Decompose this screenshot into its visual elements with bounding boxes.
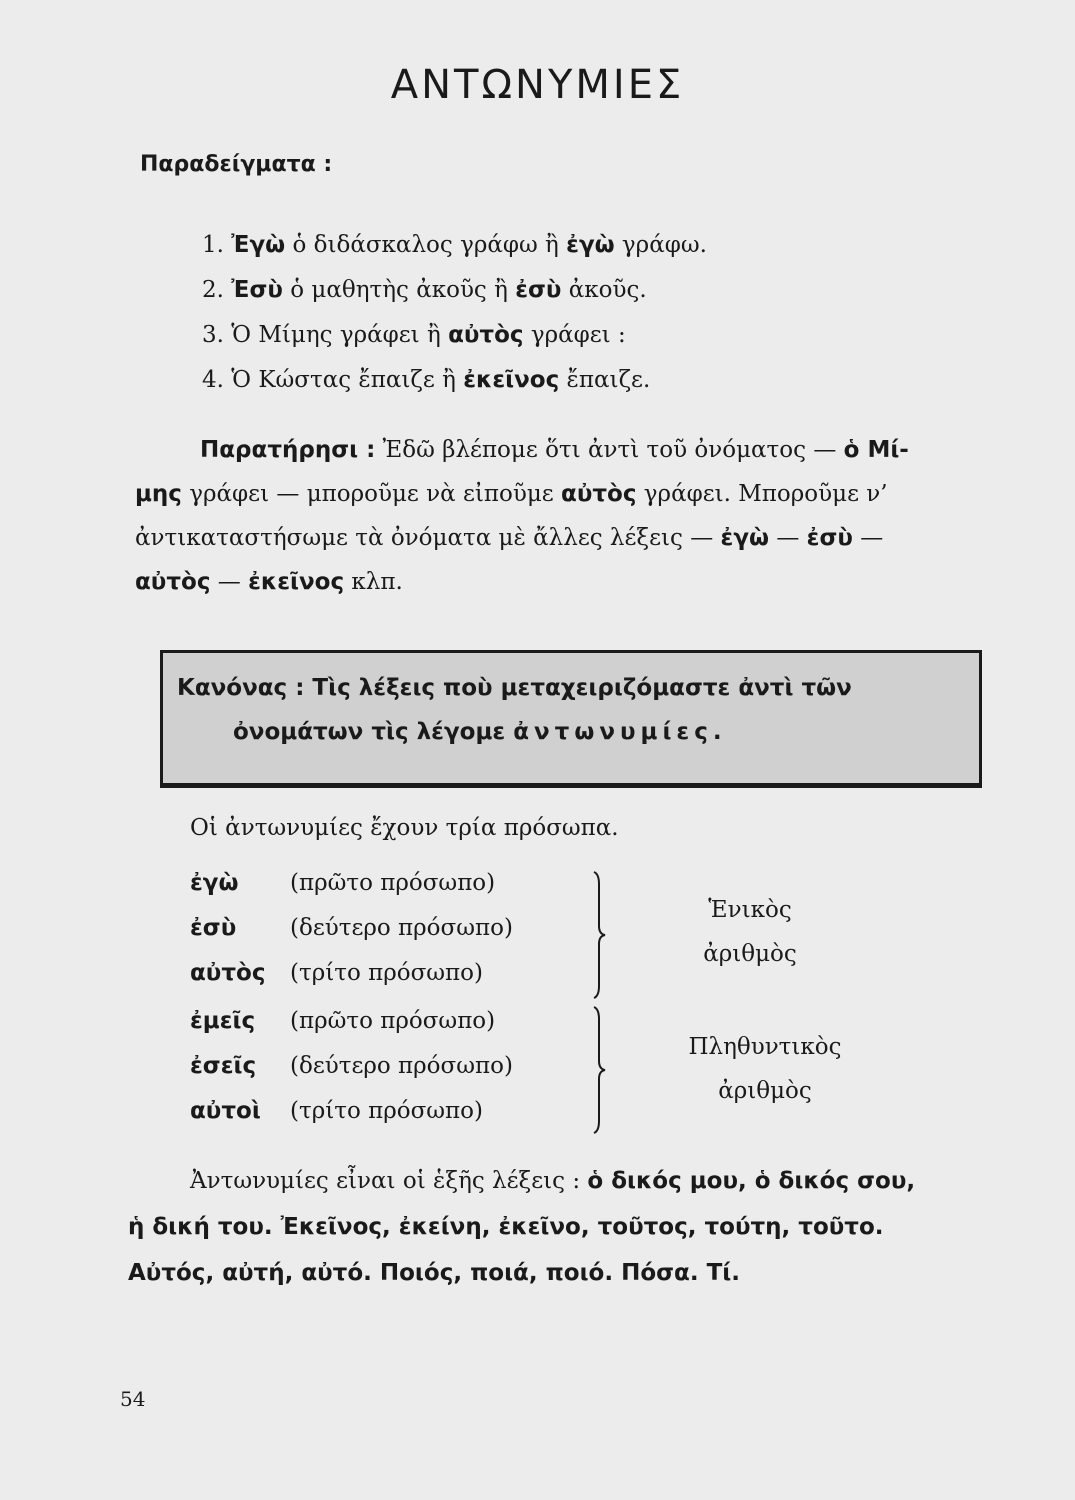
rule-label: Κανόνας : [177, 675, 305, 701]
pronoun-row: ἐγὼ (πρῶτο πρόσωπο) [190, 870, 496, 896]
singular-brace [590, 870, 610, 1000]
plural-brace [590, 1005, 610, 1135]
rule-box: Κανόνας : Τὶς λέξεις ποὺ μεταχειριζόμαστε ἀντὶ τῶν ὀνομάτων τὶς λέγομε ἀντωνυμίες. [160, 650, 982, 788]
plural-label: Πληθυντικὸς ἀριθμὸς [688, 1034, 842, 1104]
singular-label: Ἑνικὸς ἀριθμὸς [703, 897, 797, 967]
pronoun-row: ἐσὺ (δεύτερο πρόσωπο) [190, 915, 513, 941]
persons-intro: Οἱ ἀντωνυμίες ἔχουν τρία πρόσωπα. [190, 815, 619, 841]
examples-heading: Παραδείγματα : [140, 152, 333, 177]
page-number: 54 [120, 1387, 146, 1411]
example-1: 1. Ἐγὼ ὁ διδάσκαλος γράφω ἢ ἐγὼ γράφω. [202, 232, 707, 258]
observation-paragraph: Παρατήρησι : Ἐδῶ βλέπομε ὅτι ἀντὶ τοῦ ὀνόματος — ὁ Μί- μης γράφει — μποροῦμε νὰ εἰποῦμε αὐτὸς γράφει. Μποροῦμε ν’ ἀντικαταστήσωμε τὰ ὀνόματα μὲ ἄλλες λέξεις — ἐγὼ — ἐσὺ — αὐτὸς — ἐκεῖνος κλπ. [135, 437, 909, 595]
example-4: 4. Ὁ Κώστας ἔπαιζε ἢ ἐκεῖνος ἔπαιζε. [202, 367, 651, 393]
page-title: ΑΝΤΩΝΥΜΙΕΣ [390, 62, 685, 108]
pronoun-row: αὐτὸς (τρίτο πρόσωπο) [190, 960, 483, 986]
example-3: 3. Ὁ Μίμης γράφει ἢ αὐτὸς γράφει : [202, 322, 626, 348]
rule-term: ἀντωνυμίες [513, 719, 713, 745]
example-2: 2. Ἐσὺ ὁ μαθητὴς ἀκοῦς ἢ ἐσὺ ἀκοῦς. [202, 277, 647, 303]
pronoun-row: ἐσεῖς (δεύτερο πρόσωπο) [190, 1053, 513, 1079]
closing-paragraph: Ἀντωνυμίες εἶναι οἱ ἑξῆς λέξεις : ὁ δικός μου, ὁ δικός σου, ἡ δική του. Ἐκεῖνος, ἐκείνη, ἐκεῖνο, τοῦτος, τούτη, τοῦτο. Αὐτός, αὐτή, αὐτό. Ποιός, ποιά, ποιό. Πόσα. Τί. [128, 1168, 916, 1286]
pronoun-row: ἐμεῖς (πρῶτο πρόσωπο) [190, 1008, 496, 1034]
pronoun-row: αὐτοὶ (τρίτο πρόσωπο) [190, 1098, 483, 1124]
